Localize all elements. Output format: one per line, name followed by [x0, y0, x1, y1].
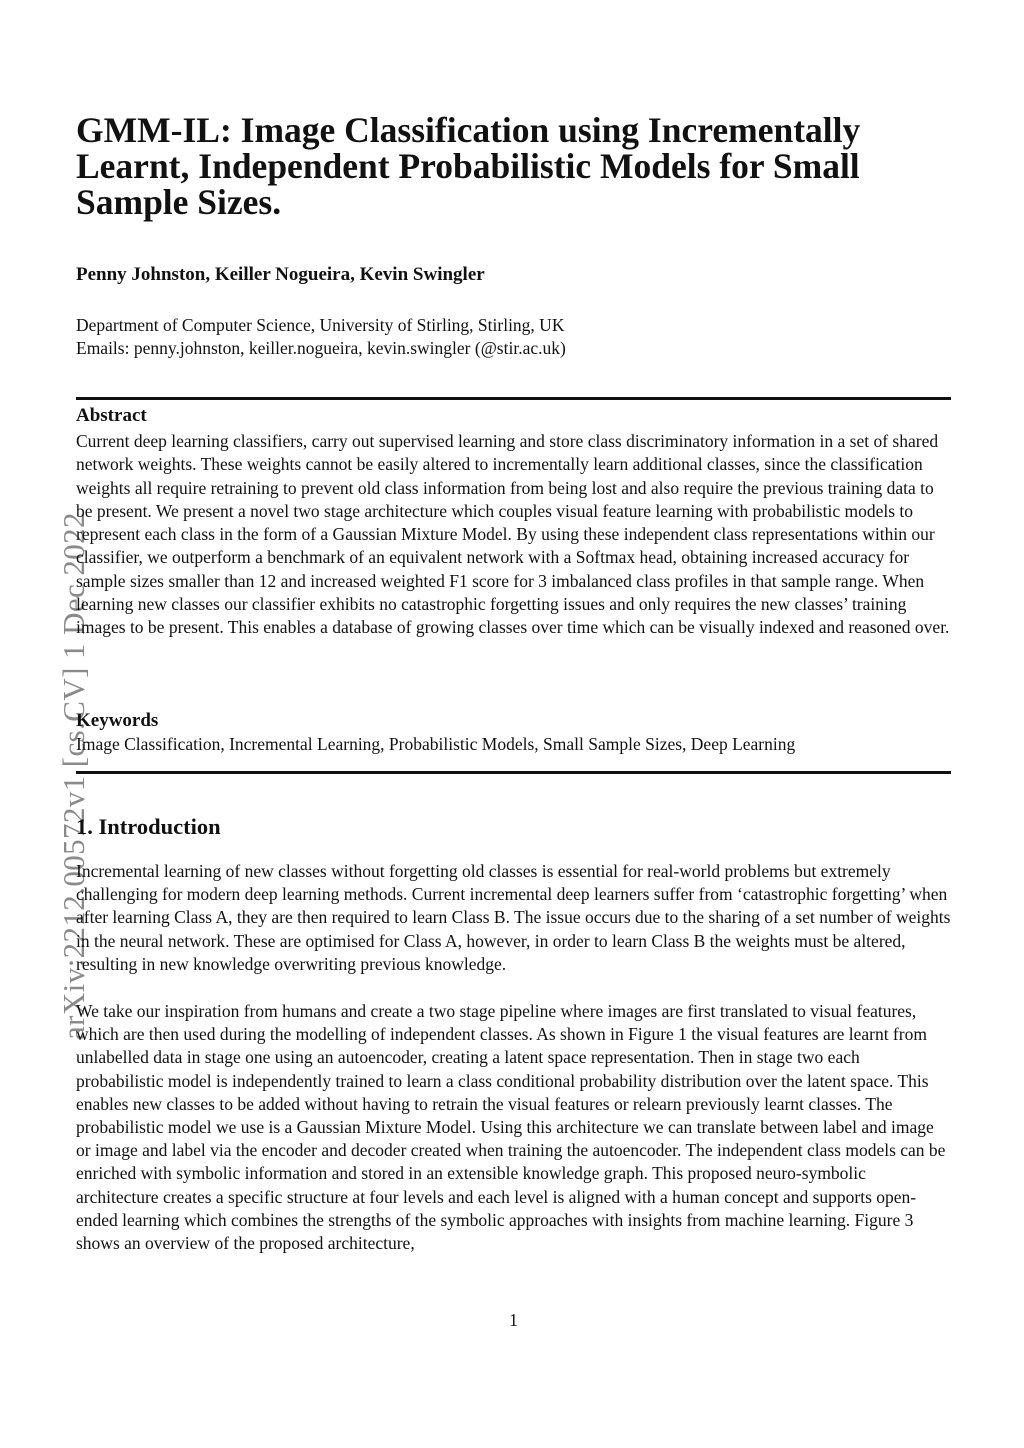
top-divider [76, 397, 951, 400]
page-number: 1 [509, 1310, 518, 1330]
paper-authors: Penny Johnston, Keiller Nogueira, Kevin Swingler [76, 264, 485, 285]
abstract-heading: Abstract [76, 405, 147, 426]
arxiv-identifier-stamp: arXiv:2212.00572v1 [cs.CV] 1 Dec 2022 [56, 512, 91, 1040]
emails-line: Emails: penny.johnston, keiller.nogueira, kevin.swingler (@stir.ac.uk) [76, 338, 566, 358]
keywords-heading: Keywords [76, 710, 159, 731]
author-affiliation-block [76, 314, 566, 360]
affiliation-line: Department of Computer Science, University of Stirling, Stirling, UK [76, 315, 565, 335]
introduction-paragraph-1: Incremental learning of new classes without forgetting old classes is essential for real-world problems but extremely challenging for modern deep learning methods. Current incremental deep learners suffer from ‘catastrophic forgetting’ when after learning Class A, they are then required to learn Class B. The issue occurs due to the sharing of a set number of weights in the neural network. These are optimised for Class A, however, in order to learn Class B the weights must be altered, resulting in new knowledge overwriting previous knowledge. [76, 861, 951, 974]
keywords-text: Image Classification, Incremental Learning, Probabilistic Models, Small Sample Sizes, Deep Learning [76, 734, 796, 754]
abstract-text: Current deep learning classifiers, carry out supervised learning and store class discriminatory information in a set of shared network weights. These weights cannot be easily altered to incrementally learn additional classes, since the classification weights all require retraining to prevent old class information from being lost and also require the previous training data to be present. We present a novel two stage architecture which couples visual feature learning with probabilistic models to represent each class in the form of a Gaussian Mixture Model. By using these independent class representations within our classifier, we outperform a benchmark of an equivalent network with a Softmax head, obtaining increased accuracy for sample sizes smaller than 12 and increased weighted F1 score for 3 imbalanced class profiles in that sample range. When learning new classes our classifier exhibits no catastrophic forgetting issues and only requires the new classes’ training images to be present. This enables a database of growing classes over time which can be visually indexed and reasoned over. [76, 431, 950, 638]
introduction-paragraph-2: We take our inspiration from humans and create a two stage pipeline where images are first translated to visual features, which are then used during the modelling of independent classes. As shown in Figure 1 the visual features are learnt from unlabelled data in stage one using an autoencoder, creating a latent space representation. Then in stage two each probabilistic model is independently trained to learn a class conditional probability distribution over the latent space. This enables new classes to be added without having to retrain the visual features or relearn previously learnt classes. The probabilistic model we use is a Gaussian Mixture Model. Using this architecture we can translate between label and image or image and label via the encoder and decoder created when training the autoencoder. The independent class models can be enriched with symbolic information and stored in an extensible knowledge graph. This proposed neuro-symbolic architecture creates a specific structure at four levels and each level is aligned with a human concept and supports open-ended learning which combines the strengths of the symbolic approaches with insights from machine learning. Figure 3 shows an overview of the proposed architecture, [76, 1001, 946, 1254]
bottom-divider [76, 771, 951, 774]
paper-title: GMM-IL: Image Classification using Incrementally Learnt, Independent Probabilistic Models for Small Sample Sizes. [76, 110, 861, 222]
section-title-introduction: 1. Introduction [76, 814, 221, 839]
